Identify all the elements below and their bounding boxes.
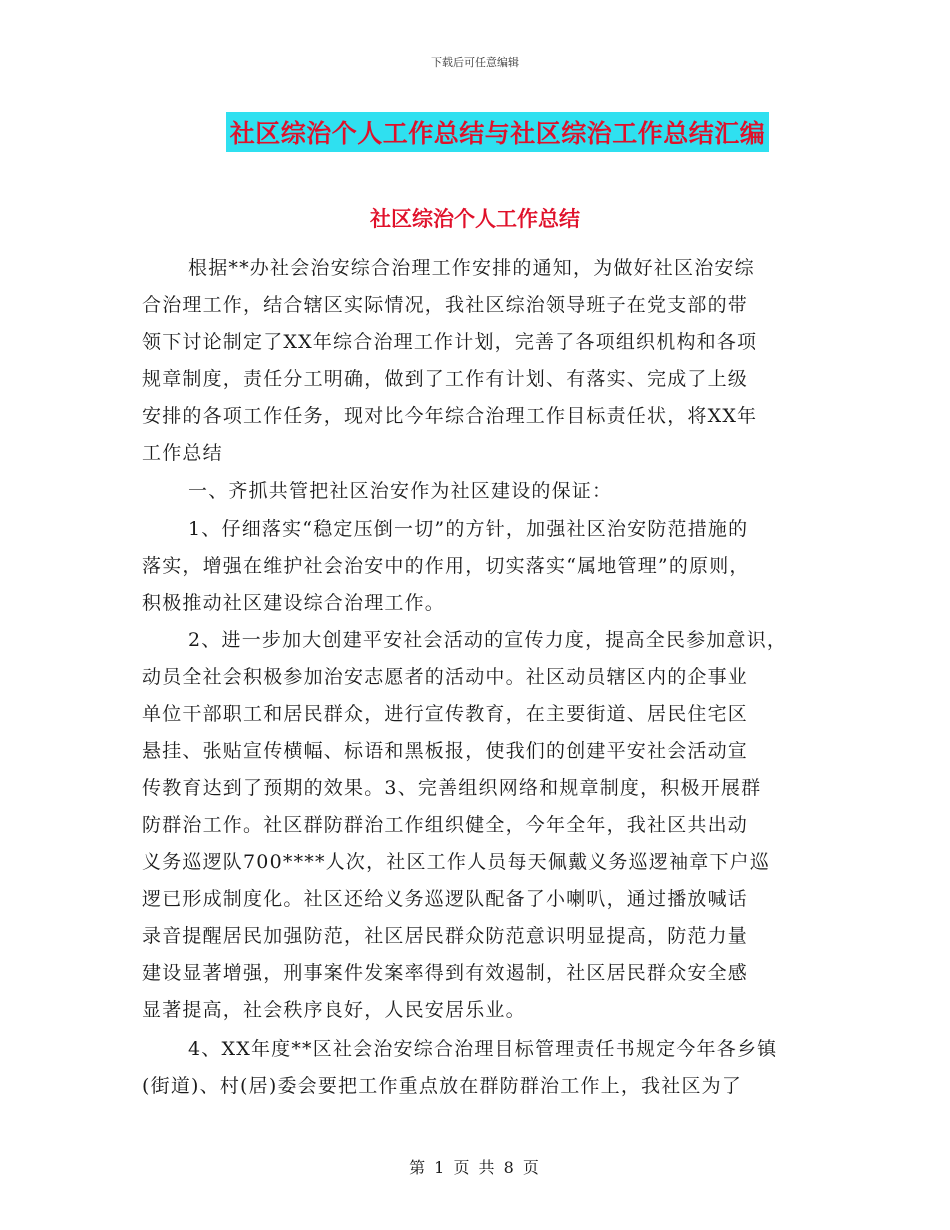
paragraph-line: 建设显著增强，刑事案件发案率得到有效遏制，社区居民群众安全感 xyxy=(142,962,749,984)
header-note: 下载后可任意编辑 xyxy=(431,56,519,69)
paragraph-line: 积极推动社区建设综合治理工作。 xyxy=(142,592,446,614)
paragraph-line: 单位干部职工和居民群众，进行宣传教育，在主要街道、居民住宅区 xyxy=(142,703,749,725)
paragraph-line: 显著提高，社会秩序良好，人民安居乐业。 xyxy=(142,999,526,1021)
main-title-wrap xyxy=(0,112,950,152)
page-footer: 第 1 页 共 8 页 xyxy=(409,1158,541,1177)
paragraph-line: (街道)、村(居)委会要把工作重点放在群防群治工作上，我社区为了 xyxy=(142,1075,743,1097)
paragraph-line: 动员全社会积极参加治安志愿者的活动中。社区动员辖区内的企事业 xyxy=(142,666,749,688)
paragraph-line: 逻已形成制度化。社区还给义务巡逻队配备了小喇叭，通过播放喊话 xyxy=(142,888,749,910)
section-heading: 一、齐抓共管把社区治安作为社区建设的保证： xyxy=(188,480,613,502)
paragraph-line: 传教育达到了预期的效果。3、完善组织网络和规章制度，积极开展群 xyxy=(142,777,762,799)
paragraph-line: 安排的各项工作任务，现对比今年综合治理工作目标责任状，将XX年 xyxy=(142,405,758,427)
main-title: 社区综治个人工作总结与社区综治工作总结汇编 xyxy=(226,112,770,152)
paragraph-line: 合治理工作，结合辖区实际情况，我社区综治领导班子在党支部的带 xyxy=(142,294,749,316)
paragraph-line: 工作总结 xyxy=(142,442,223,464)
paragraph-line: 领下讨论制定了XX年综合治理工作计划，完善了各项组织机构和各项 xyxy=(142,331,758,353)
paragraph-line: 义务巡逻队700****人次，社区工作人员每天佩戴义务巡逻袖章下户巡 xyxy=(142,851,771,873)
paragraph-line: 录音提醒居民加强防范，社区居民群众防范意识明显提高，防范力量 xyxy=(142,925,749,947)
paragraph-line: 2、进一步加大创建平安社会活动的宣传力度，提高全民参加意识， xyxy=(188,629,788,651)
paragraph-line: 1、仔细落实“稳定压倒一切”的方针，加强社区治安防范措施的 xyxy=(188,518,749,540)
paragraph-line: 根据**办社会治安综合治理工作安排的通知，为做好社区治安综 xyxy=(188,257,755,279)
paragraph-line: 规章制度，责任分工明确，做到了工作有计划、有落实、完成了上级 xyxy=(142,368,749,390)
paragraph-line: 4、XX年度**区社会治安综合治理目标管理责任书规定今年各乡镇 xyxy=(188,1038,778,1060)
paragraph-line: 落实，增强在维护社会治安中的作用，切实落实“属地管理”的原则， xyxy=(142,555,750,577)
paragraph-line: 悬挂、张贴宣传横幅、标语和黑板报，使我们的创建平安社会活动宣 xyxy=(142,740,749,762)
section-title: 社区综治个人工作总结 xyxy=(370,207,580,231)
paragraph-line: 防群治工作。社区群防群治工作组织健全，今年全年，我社区共出动 xyxy=(142,814,749,836)
